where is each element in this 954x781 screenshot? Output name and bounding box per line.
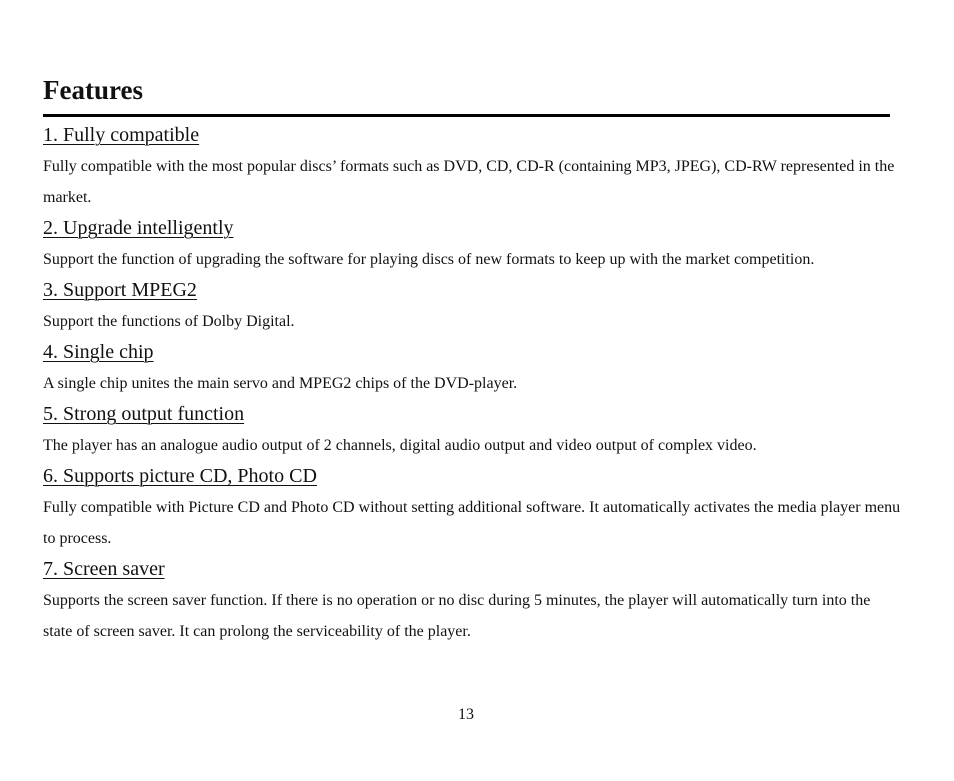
title-divider — [43, 114, 890, 117]
section-body: Support the function of upgrading the software for playing discs of new formats to keep up with the market competition. — [43, 251, 815, 268]
section-heading: 5. Strong output function — [43, 403, 245, 425]
feature-section — [43, 120, 903, 213]
features-list — [43, 120, 903, 647]
section-body: Supports the screen saver function. If there is no operation or no disc during 5 minutes, the player will automatically turn into the state of screen saver. It can prolong the serviceability of the player. — [43, 592, 871, 640]
section-body: The player has an analogue audio output of 2 channels, digital audio output and video output of complex video. — [43, 437, 757, 454]
section-body: Support the functions of Dolby Digital. — [43, 313, 295, 330]
section-body: A single chip unites the main servo and MPEG2 chips of the DVD-player. — [43, 375, 518, 392]
feature-section — [43, 554, 903, 647]
page-number: 13 — [458, 706, 474, 723]
feature-section — [43, 275, 903, 337]
section-heading: 3. Support MPEG2 — [43, 279, 197, 301]
section-body: Fully compatible with the most popular discs’ formats such as DVD, CD, CD-R (containing MP3, JPEG), CD-RW represented in the market. — [43, 158, 895, 206]
section-heading: 6. Supports picture CD, Photo CD — [43, 465, 317, 487]
section-heading: 2. Upgrade intelligently — [43, 217, 234, 239]
section-heading: 1. Fully compatible — [43, 124, 200, 146]
page-title: Features — [43, 75, 143, 105]
feature-section — [43, 461, 903, 554]
feature-section — [43, 213, 903, 275]
section-body: Fully compatible with Picture CD and Photo CD without setting additional software. It automatically activates the media player menu to process. — [43, 499, 901, 547]
feature-section — [43, 399, 903, 461]
section-heading: 4. Single chip — [43, 341, 154, 363]
section-heading: 7. Screen saver — [43, 558, 165, 580]
feature-section — [43, 337, 903, 399]
